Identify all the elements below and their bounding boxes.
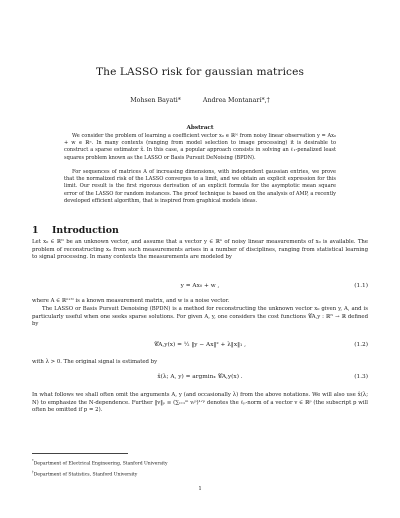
author-montanari: Andrea Montanari*,† (202, 97, 270, 104)
intro-paragraph-5: In what follows we shall often omit the arguments A, y (and occasionally λ) from the above notations. We will also use x̂(λ; N) to emphasize the N-dependence. Further ‖v‖ₚ ≡ (∑ᵢ₌₁ᵐ vᵢᵖ)¹ᐟᵖ denotes the ℓₚ-norm of a vector v ∈ ℝᵖ (the subscript p will often be omitted if p = 2). (32, 392, 368, 414)
section-number: 1 (32, 225, 39, 236)
equation-body: 𝒞A,y(x) = ½ ‖y − Ax‖² + λ‖x‖₁ , (153, 342, 246, 348)
footnote-2: †Department of Statistics, Stanford University (32, 470, 138, 478)
section-heading (32, 225, 119, 236)
abstract-paragraph-1: We consider the problem of learning a coefficient vector x₀ ∈ ℝᴺ from noisy linear observation y = Ax₀ + w ∈ ℝⁿ. In many contexts (ranging from model selection to image processing) it is desirable to construct a sparse estimator x̂. In this case, a popular approach consists in solving an ℓ₁-penalized least squares problem known as the LASSO or Basis Pursuit DeNoising (BPDN). (64, 133, 336, 161)
intro-paragraph-2: where A ∈ ℝⁿˣᴺ is a known measurement matrix, and w is a noise vector. (32, 298, 230, 304)
equation-tag: (1.3) (354, 374, 368, 380)
equation-1-3 (32, 374, 368, 384)
equation-tag: (1.2) (354, 342, 368, 348)
intro-paragraph-1: Let x₀ ∈ ℝᴺ be an unknown vector, and assume that a vector y ∈ ℝⁿ of noisy linear measurements of x₀ is available. The problem of reconstructing x₀ from such measurements arises in a number of disciplines, ranging from statistical learning to signal processing. In many contexts the measurements are modeled by (32, 239, 368, 261)
abstract-heading: Abstract (186, 125, 214, 131)
equation-1-2 (32, 342, 368, 352)
equation-body: y = Ax₀ + w , (180, 283, 220, 289)
equation-body: x̂(λ; A, y) = argminₓ 𝒞A,y(x) . (157, 374, 243, 380)
equation-tag: (1.1) (354, 283, 368, 289)
intro-paragraph-4: with λ > 0. The original signal is estimated by (32, 359, 158, 365)
abstract-paragraph-2: For sequences of matrices A of increasing dimensions, with independent gaussian entries, we prove that the normalized risk of the LASSO converges to a limit, and we obtain an explicit expression for this limit. Our result is the first rigorous derivation of an explicit formula for the asymptotic mean square error of the LASSO for random instances. The proof technique is based on the analysis of AMP, a recently developed efficient algorithm, that is inspired from graphical models ideas. (64, 169, 336, 204)
footnote-1-text: Department of Electrical Engineering, Stanford University (33, 461, 168, 467)
equation-1-1 (32, 283, 368, 293)
page-number: 1 (198, 486, 202, 492)
footnote-1: *Department of Electrical Engineering, Stanford University (32, 459, 168, 467)
section-title: Introduction (52, 225, 119, 236)
paper-title: The LASSO risk for gaussian matrices (96, 66, 304, 78)
intro-paragraph-3: The LASSO or Basis Pursuit Denoising (BPDN) is a method for reconstructing the unknown vector x₀ given y, A, and is particularly useful when one seeks sparse solutions. For given A, y, one considers the cost functions 𝒞A,y : ℝᴺ → ℝ defined by (32, 306, 368, 328)
footnote-2-text: Department of Statistics, Stanford University (33, 472, 138, 478)
author-bayati: Mohsen Bayati* (130, 97, 181, 104)
author-line (0, 97, 400, 104)
footnote-rule (32, 453, 128, 454)
